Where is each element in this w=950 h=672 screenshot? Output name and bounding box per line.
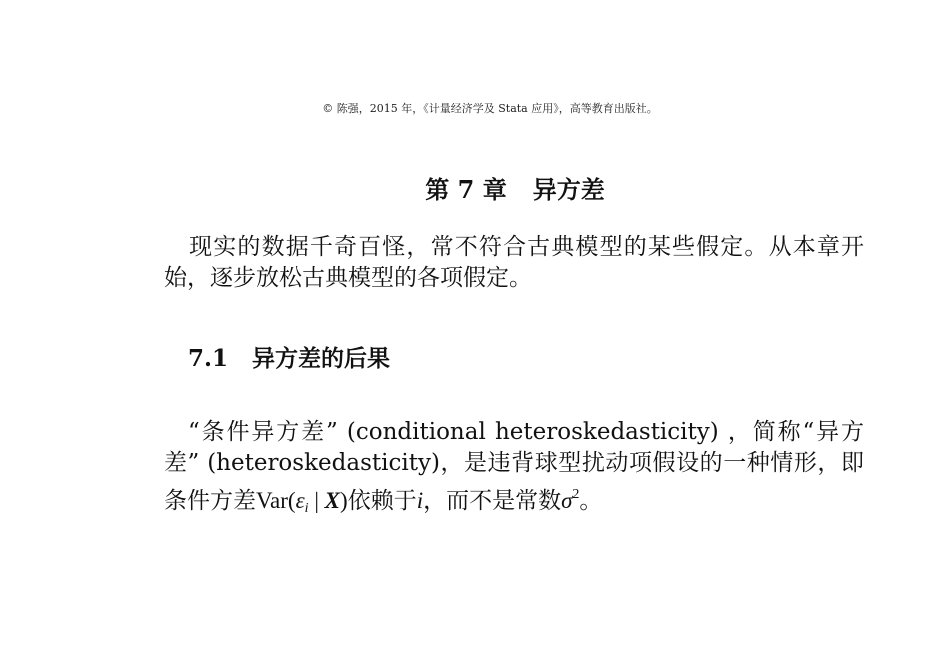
definition-paragraph <box>164 417 864 524</box>
definition-end: 。 <box>579 488 603 514</box>
var-function: Var( <box>256 488 296 513</box>
subscript-i: i <box>304 501 309 516</box>
definition-text-3: ，而不是常数 <box>423 488 562 514</box>
definition-text-2: 依赖于 <box>347 488 417 514</box>
chapter-heading <box>0 170 950 205</box>
section-title: 异方差的后果 <box>252 345 391 372</box>
superscript-2: 2 <box>572 487 580 502</box>
close-paren: ) <box>340 488 348 513</box>
sigma-squared <box>561 488 579 513</box>
sigma-symbol: σ <box>561 488 573 513</box>
section-number: 7.1 <box>188 345 229 372</box>
index-i: i <box>416 488 424 513</box>
definition-text-1: “条件异方差” (conditional heteroskedasticity) ，简称“异方差” (heteroskedasticity)，是违背球型扰动项假设的一种情形，即条件方差 <box>164 419 864 514</box>
copyright-notice: © 陈强，2015 年，《计量经济学及 Stata 应用》，高等教育出版社。 <box>322 102 658 115</box>
chapter-number: 第 7 章 <box>425 175 507 204</box>
chapter-title: 异方差 <box>532 175 605 204</box>
section-heading <box>188 340 390 373</box>
epsilon-symbol: ε <box>295 488 305 513</box>
matrix-x: X <box>324 488 341 513</box>
variance-expression <box>256 488 348 516</box>
conditional-bar: | <box>308 488 325 513</box>
intro-paragraph <box>164 232 864 294</box>
intro-text: 现实的数据千奇百怪，常不符合古典模型的某些假定。从本章开始，逐步放松古典模型的各项假定。 <box>164 234 864 291</box>
